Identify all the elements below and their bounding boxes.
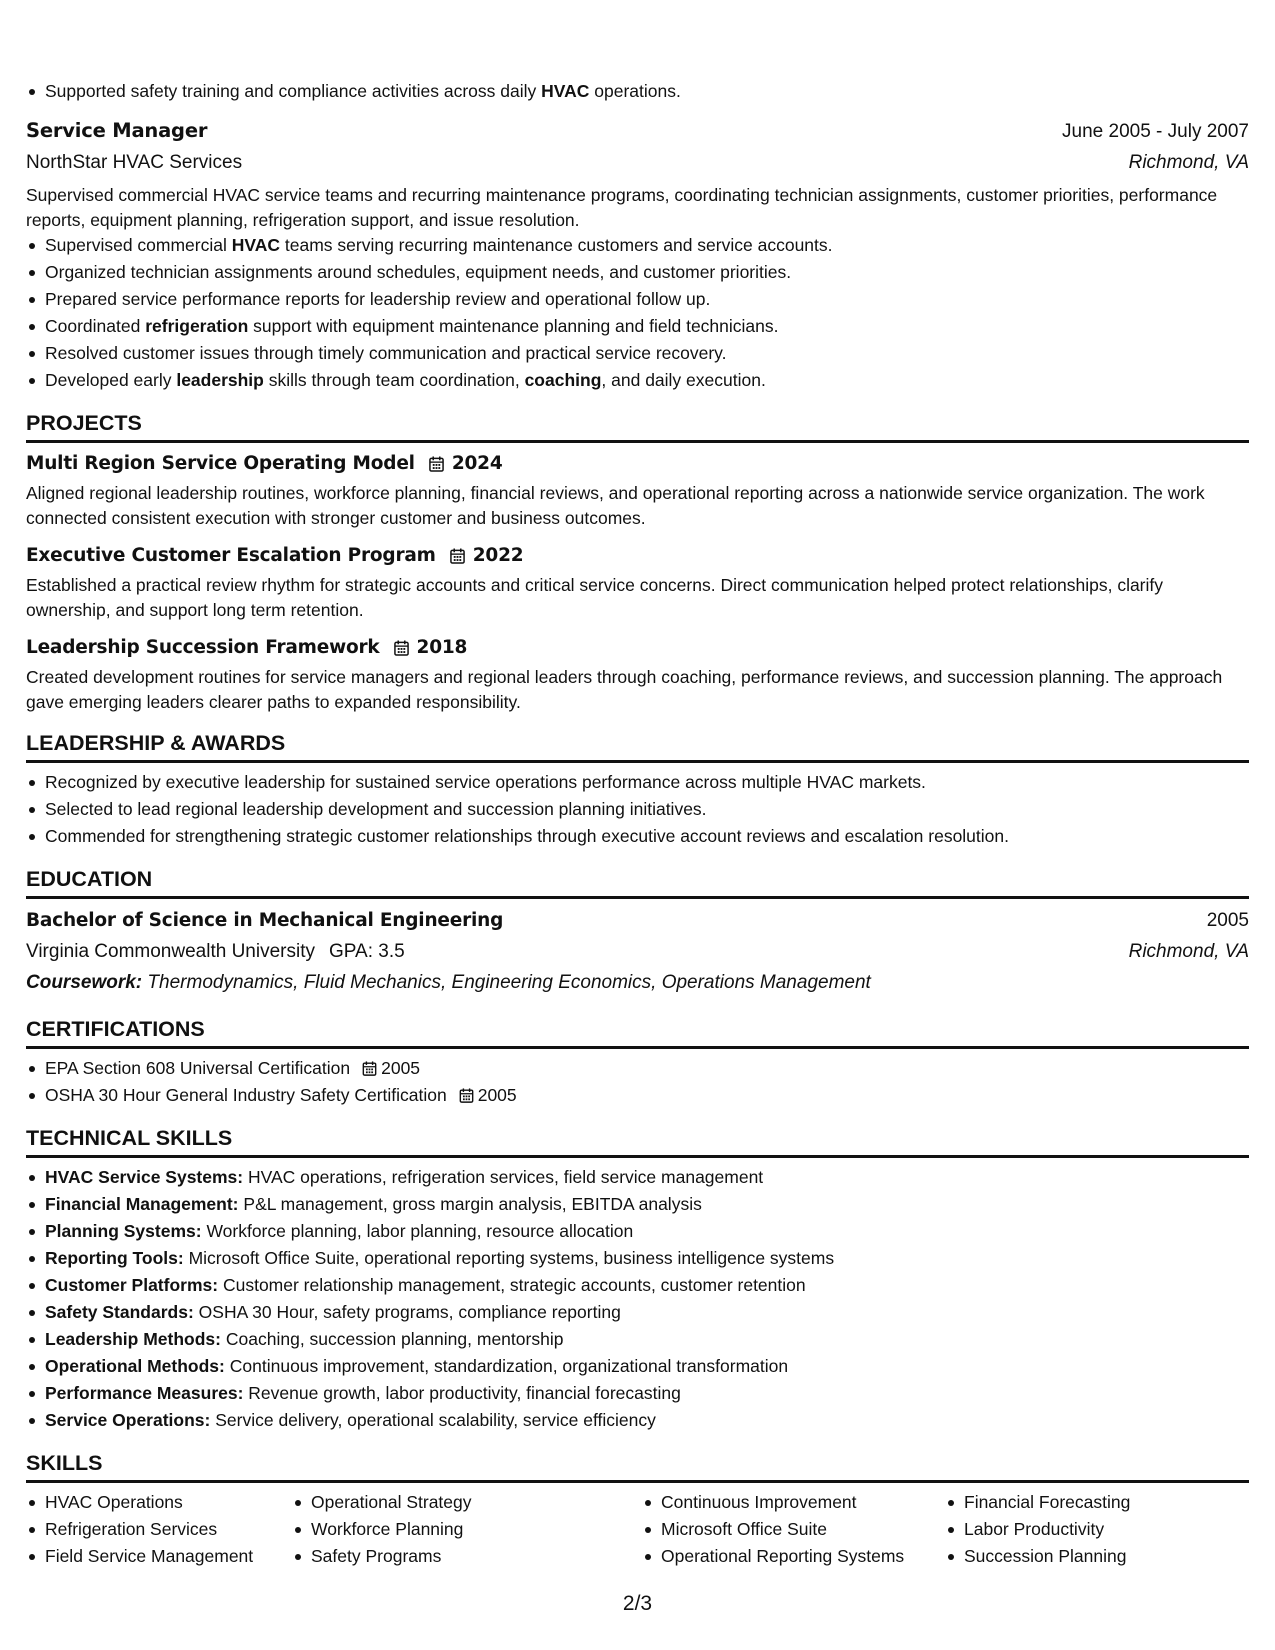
project-description: Created development routines for service managers and regional leaders through coaching, performance reviews, and succession planning. The approach gave emerging leaders clearer paths to expanded responsibility. bbox=[26, 667, 1223, 712]
list-item: Organized technician assignments around schedules, equipment needs, and customer priorities. bbox=[26, 259, 1249, 286]
project-description: Aligned regional leadership routines, workforce planning, financial reviews, and operational reporting across a nationwide service organization. The work connected consistent execution with stronger customer and business outcomes. bbox=[26, 483, 1205, 528]
skills-heading: SKILLS bbox=[26, 1448, 1249, 1483]
education-section bbox=[26, 864, 1249, 998]
project-description: Established a practical review rhythm for strategic accounts and critical service concerns. Direct communication helped protect relationships, clarify ownership, and support long term retention. bbox=[26, 575, 1164, 620]
project-year: 2022 bbox=[472, 545, 524, 566]
school-name: Virginia Commonwealth University bbox=[26, 941, 315, 962]
skills-grid bbox=[26, 1489, 1249, 1570]
list-item: Prepared service performance reports for leadership review and operational follow up. bbox=[26, 286, 1249, 313]
coursework-list: Thermodynamics, Fluid Mechanics, Engineering Economics, Operations Management bbox=[147, 972, 871, 993]
list-item: HVAC Service Systems: HVAC operations, refrigeration services, field service management bbox=[26, 1164, 1249, 1191]
coursework-label: Coursework: bbox=[26, 972, 143, 993]
technical-skills-section bbox=[26, 1123, 1249, 1434]
company-name: NorthStar HVAC Services bbox=[26, 152, 243, 173]
project-year: 2024 bbox=[451, 453, 503, 474]
calendar-icon bbox=[362, 1061, 377, 1076]
job-location: Richmond, VA bbox=[1128, 152, 1249, 173]
job-bullets bbox=[26, 232, 1249, 394]
awards-list bbox=[26, 769, 1249, 850]
projects-heading: PROJECTS bbox=[26, 408, 1249, 443]
skills-column bbox=[26, 1489, 292, 1570]
list-item: Developed early leadership skills through team coordination, coaching, and daily execution. bbox=[26, 367, 1249, 394]
list-item: Recognized by executive leadership for sustained service operations performance across multiple HVAC markets. bbox=[26, 769, 1249, 796]
list-item: Microsoft Office Suite bbox=[642, 1516, 945, 1543]
list-item: Succession Planning bbox=[945, 1543, 1225, 1570]
list-item: Operational Methods: Continuous improvement, standardization, organizational transformation bbox=[26, 1353, 1249, 1380]
certification-year: 2005 bbox=[381, 1058, 421, 1078]
list-item: Supported safety training and compliance activities across daily HVAC operations. bbox=[26, 78, 1249, 105]
technical-skills-heading: TECHNICAL SKILLS bbox=[26, 1123, 1249, 1158]
list-item: Operational Reporting Systems bbox=[642, 1543, 945, 1570]
skills-column bbox=[642, 1489, 945, 1570]
skills-section bbox=[26, 1448, 1249, 1570]
list-item: Service Operations: Service delivery, operational scalability, service efficiency bbox=[26, 1407, 1249, 1434]
projects-section bbox=[26, 408, 1249, 714]
gpa: GPA: 3.5 bbox=[328, 941, 405, 962]
skills-column bbox=[292, 1489, 642, 1570]
education-year: 2005 bbox=[1206, 910, 1249, 931]
project-title: Multi Region Service Operating Model bbox=[26, 453, 415, 474]
list-item: Financial Forecasting bbox=[945, 1489, 1225, 1516]
list-item: Continuous Improvement bbox=[642, 1489, 945, 1516]
list-item: Reporting Tools: Microsoft Office Suite, operational reporting systems, business intelligence systems bbox=[26, 1245, 1249, 1272]
certification-name: OSHA 30 Hour General Industry Safety Certification bbox=[45, 1085, 447, 1105]
certifications-list bbox=[26, 1055, 1249, 1109]
project-item bbox=[26, 541, 1249, 622]
education-location: Richmond, VA bbox=[1128, 941, 1249, 962]
list-item: Operational Strategy bbox=[292, 1489, 642, 1516]
education-heading: EDUCATION bbox=[26, 864, 1249, 899]
certification-year: 2005 bbox=[477, 1085, 517, 1105]
project-item bbox=[26, 633, 1249, 714]
project-title: Executive Customer Escalation Program bbox=[26, 545, 436, 566]
list-item: Financial Management: P&L management, gross margin analysis, EBITDA analysis bbox=[26, 1191, 1249, 1218]
list-item: HVAC Operations bbox=[26, 1489, 292, 1516]
list-item: Refrigeration Services bbox=[26, 1516, 292, 1543]
calendar-icon bbox=[394, 640, 409, 656]
list-item: Supervised commercial HVAC teams serving recurring maintenance customers and service accounts. bbox=[26, 232, 1249, 259]
list-item: Safety Standards: OSHA 30 Hour, safety programs, compliance reporting bbox=[26, 1299, 1249, 1326]
calendar-icon bbox=[429, 456, 444, 472]
list-item: Labor Productivity bbox=[945, 1516, 1225, 1543]
job-entry bbox=[26, 115, 1249, 394]
list-item bbox=[26, 1055, 1249, 1082]
list-item: Workforce Planning bbox=[292, 1516, 642, 1543]
list-item: Leadership Methods: Coaching, succession planning, mentorship bbox=[26, 1326, 1249, 1353]
job-title: Service Manager bbox=[26, 119, 208, 142]
list-item: Resolved customer issues through timely communication and practical service recovery. bbox=[26, 340, 1249, 367]
skills-column bbox=[945, 1489, 1225, 1570]
job-summary: Supervised commercial HVAC service teams and recurring maintenance programs, coordinating technician assignments, customer priorities, performance reports, equipment planning, refrigeration support, and issue resolution. bbox=[26, 185, 1218, 230]
certifications-heading: CERTIFICATIONS bbox=[26, 1014, 1249, 1049]
awards-section bbox=[26, 728, 1249, 850]
calendar-icon bbox=[450, 548, 465, 564]
job-dates: June 2005 - July 2007 bbox=[1062, 121, 1249, 142]
list-item: Coordinated refrigeration support with equipment maintenance planning and field technicians. bbox=[26, 313, 1249, 340]
project-title: Leadership Succession Framework bbox=[26, 637, 380, 658]
list-item: Selected to lead regional leadership development and succession planning initiatives. bbox=[26, 796, 1249, 823]
degree-title: Bachelor of Science in Mechanical Engineering bbox=[26, 910, 504, 931]
list-item: Safety Programs bbox=[292, 1543, 642, 1570]
calendar-icon bbox=[459, 1088, 474, 1103]
previous-job-bullets bbox=[26, 78, 1249, 105]
list-item: Performance Measures: Revenue growth, labor productivity, financial forecasting bbox=[26, 1380, 1249, 1407]
coursework bbox=[26, 967, 1249, 998]
project-item bbox=[26, 449, 1249, 530]
list-item: Field Service Management bbox=[26, 1543, 292, 1570]
list-item: Planning Systems: Workforce planning, labor planning, resource allocation bbox=[26, 1218, 1249, 1245]
technical-skills-list bbox=[26, 1164, 1249, 1434]
list-item: Commended for strengthening strategic customer relationships through executive account reviews and escalation resolution. bbox=[26, 823, 1249, 850]
page-number: 2/3 bbox=[622, 1592, 653, 1615]
awards-heading: LEADERSHIP & AWARDS bbox=[26, 728, 1249, 763]
certifications-section bbox=[26, 1014, 1249, 1109]
certification-name: EPA Section 608 Universal Certification bbox=[45, 1058, 351, 1078]
project-year: 2018 bbox=[416, 637, 468, 658]
list-item: Customer Platforms: Customer relationship management, strategic accounts, customer retention bbox=[26, 1272, 1249, 1299]
list-item bbox=[26, 1082, 1249, 1109]
